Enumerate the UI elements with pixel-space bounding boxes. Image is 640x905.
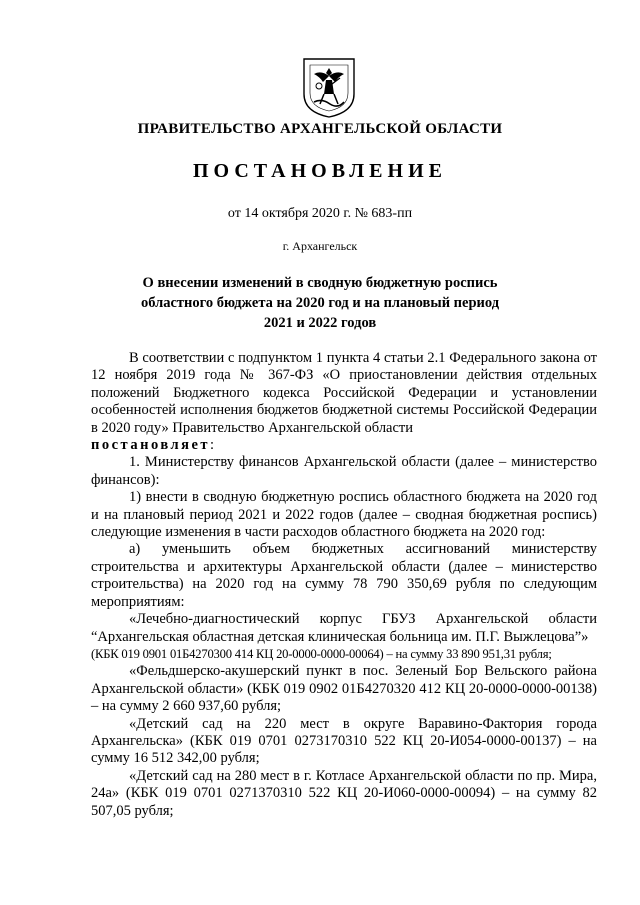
- paragraph-subitem-1: 1) внести в сводную бюджетную роспись областного бюджета на 2020 год и на плановый период 2021 и 2022 годов (далее – сводная бюджетная роспись) следующие изменения в части расходов областного бюджета на 2020 год:: [91, 489, 597, 541]
- coat-of-arms-icon: [300, 56, 358, 118]
- paragraph-item-1: 1. Министерству финансов Архангельской области (далее – министерство финансов):: [91, 454, 597, 488]
- subject-line-2: областного бюджета на 2020 год и на плановый период: [140, 295, 500, 311]
- measure-hospital-kbk: (КБК 019 0901 01Б4270300 414 КЦ 20-0000-0000-00064) – на сумму 33 890 951,31 рубля;: [91, 646, 552, 661]
- resolves-colon: :: [210, 437, 215, 454]
- government-name: ПРАВИТЕЛЬСТВО АРХАНГЕЛЬСКОЙ ОБЛАСТИ: [137, 121, 503, 137]
- subject-line-1: О внесении изменений в сводную бюджетную роспись: [142, 275, 498, 291]
- measure-medical-post: «Фельдшерско-акушерский пункт в пос. Зеленый Бор Вельского района Архангельской области» (КБК 019 0902 01Б4270320 412 КЦ 20-0000-0000-00138) – на сумму 2 660 937,60 рубля;: [91, 663, 597, 715]
- document-subject: [130, 273, 510, 333]
- document-city: г. Архангельск: [282, 239, 358, 253]
- document-type: ПОСТАНОВЛЕНИЕ: [193, 160, 447, 182]
- subject-line-3: 2021 и 2022 годов: [263, 315, 377, 331]
- paragraph-subitem-a: а) уменьшить объем бюджетных ассигнований министерству строительства и архитектуры Архангельской области (далее – министерство строительства) на 2020 год на сумму 78 790 350,69 рубля по следующим мероприятиям:: [91, 541, 597, 610]
- measure-kindergarten-220: «Детский сад на 220 мест в округе Варавино-Фактория города Архангельска» (КБК 019 0701 0273170310 522 КЦ 20-И054-0000-00137) – на сумму 16 512 342,00 рубля;: [91, 715, 597, 767]
- document-date-number: от 14 октября 2020 г. № 683-пп: [227, 206, 413, 221]
- measure-kindergarten-280: «Детский сад на 280 мест в г. Котласе Архангельской области по пр. Мира, 24а» (КБК 019 0701 0271370310 522 КЦ 20-И060-0000-00094) – на сумму 82 507,05 рубля;: [91, 767, 597, 819]
- measure-hospital: [91, 611, 597, 663]
- preamble-paragraph: [91, 350, 597, 454]
- document-body: [91, 350, 597, 820]
- preamble-text: В соответствии с подпунктом 1 пункта 4 статьи 2.1 Федерального закона от 12 ноября 2019 года № 367-ФЗ «О приостановлении действия отдельных положений Бюджетного кодекса Российской Федерации и установлении особенностей исполнения бюджетов бюджетной системы Российской Федерации в 2020 году» Правительство Архангельской области: [91, 350, 597, 436]
- measure-hospital-title: «Лечебно-диагностический корпус ГБУЗ Архангельской области “Архангельская областная детская клиническая больница им. П.Г. Выжлецова”»: [91, 611, 597, 645]
- resolves-word: постановляет: [91, 437, 211, 454]
